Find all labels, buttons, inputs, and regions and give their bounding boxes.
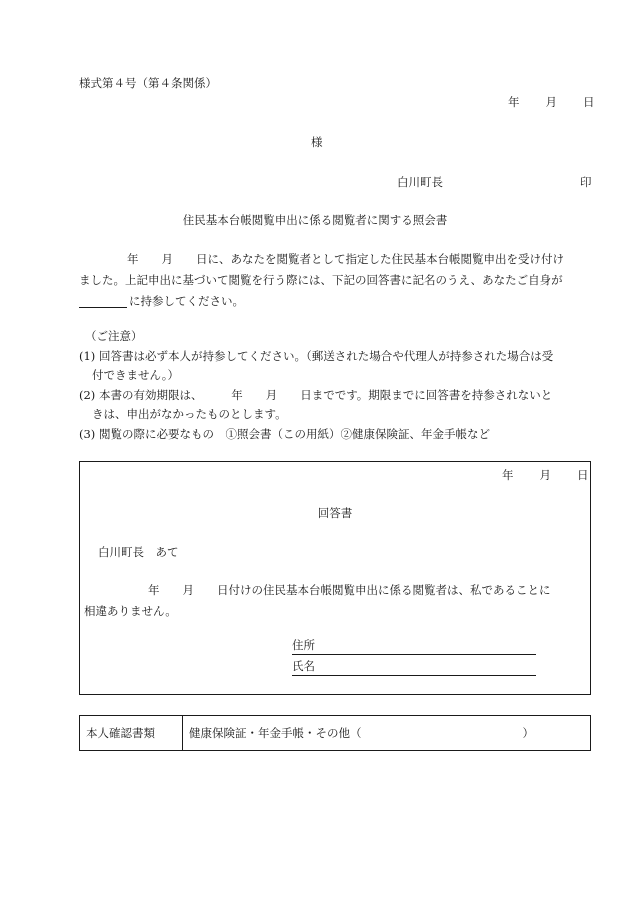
id-documents-value: 健康保険証・年金手帳・その他（ ） bbox=[183, 716, 591, 751]
reply-form-box bbox=[79, 461, 591, 695]
document-title: 住民基本台帳閲覧申出に係る閲覧者に関する照会書 bbox=[182, 213, 448, 227]
seal-mark: 印 bbox=[580, 175, 592, 189]
intro-line-1: 年 月 日に、あなたを閲覧者として指定した住民基本台帳閲覧申出を受け付け bbox=[127, 252, 564, 266]
form-number: 様式第４号（第４条関係） bbox=[79, 76, 217, 90]
reply-addressee: 白川町長 あて bbox=[98, 545, 179, 559]
note-1-cont: 付できません。） bbox=[92, 368, 179, 382]
blank-fill-line bbox=[79, 294, 127, 308]
date-day-label: 日 bbox=[583, 95, 595, 109]
note-3: (3) 閲覧の際に必要なもの ①照会書（この用紙）②健康保険証、年金手帳など bbox=[79, 426, 490, 441]
id-documents-table bbox=[79, 715, 591, 751]
issuer-name: 白川町長 bbox=[397, 175, 443, 189]
intro-line-3-wrap bbox=[79, 291, 591, 312]
addressee-suffix: 様 bbox=[311, 135, 323, 149]
reply-date-month-label: 月 bbox=[539, 468, 551, 482]
date-month-label: 月 bbox=[545, 95, 557, 109]
reply-date-day-label: 日 bbox=[577, 468, 589, 482]
address-label: 住所 bbox=[292, 638, 315, 652]
reply-date-year-label: 年 bbox=[502, 468, 514, 482]
note-1: (1) 回答書は必ず本人が持参してください。（郵送された場合や代理人が持参された場合は受 bbox=[79, 348, 554, 363]
reply-body-line-1: 年 月 日付けの住民基本台帳閲覧申出に係る閲覧者は、私であることに bbox=[148, 583, 551, 597]
reply-date bbox=[502, 470, 589, 482]
table-row bbox=[80, 716, 591, 751]
reply-body-line-2: 相違ありません。 bbox=[84, 604, 177, 618]
notes-heading: （ご注意） bbox=[85, 329, 143, 343]
date-year-label: 年 bbox=[508, 95, 520, 109]
reply-body bbox=[84, 580, 588, 622]
intro-paragraph bbox=[79, 249, 591, 312]
note-2-cont: きは、申出がなかったものとします。 bbox=[92, 407, 287, 421]
intro-line-3: に持参してください。 bbox=[129, 294, 244, 308]
name-field[interactable] bbox=[292, 661, 536, 676]
name-label: 氏名 bbox=[292, 659, 315, 673]
id-documents-label: 本人確認書類 bbox=[80, 716, 183, 751]
reply-title: 回答書 bbox=[317, 506, 353, 520]
address-field[interactable] bbox=[292, 640, 536, 655]
intro-line-2: ました。上記申出に基づいて閲覧を行う際には、下記の回答書に記名のうえ、あなたご自身が bbox=[79, 273, 563, 287]
issue-date bbox=[508, 97, 595, 109]
note-2: (2) 本書の有効期限は、 年 月 日までです。期限までに回答書を持参されないと bbox=[79, 387, 553, 402]
notes-section bbox=[79, 327, 594, 444]
